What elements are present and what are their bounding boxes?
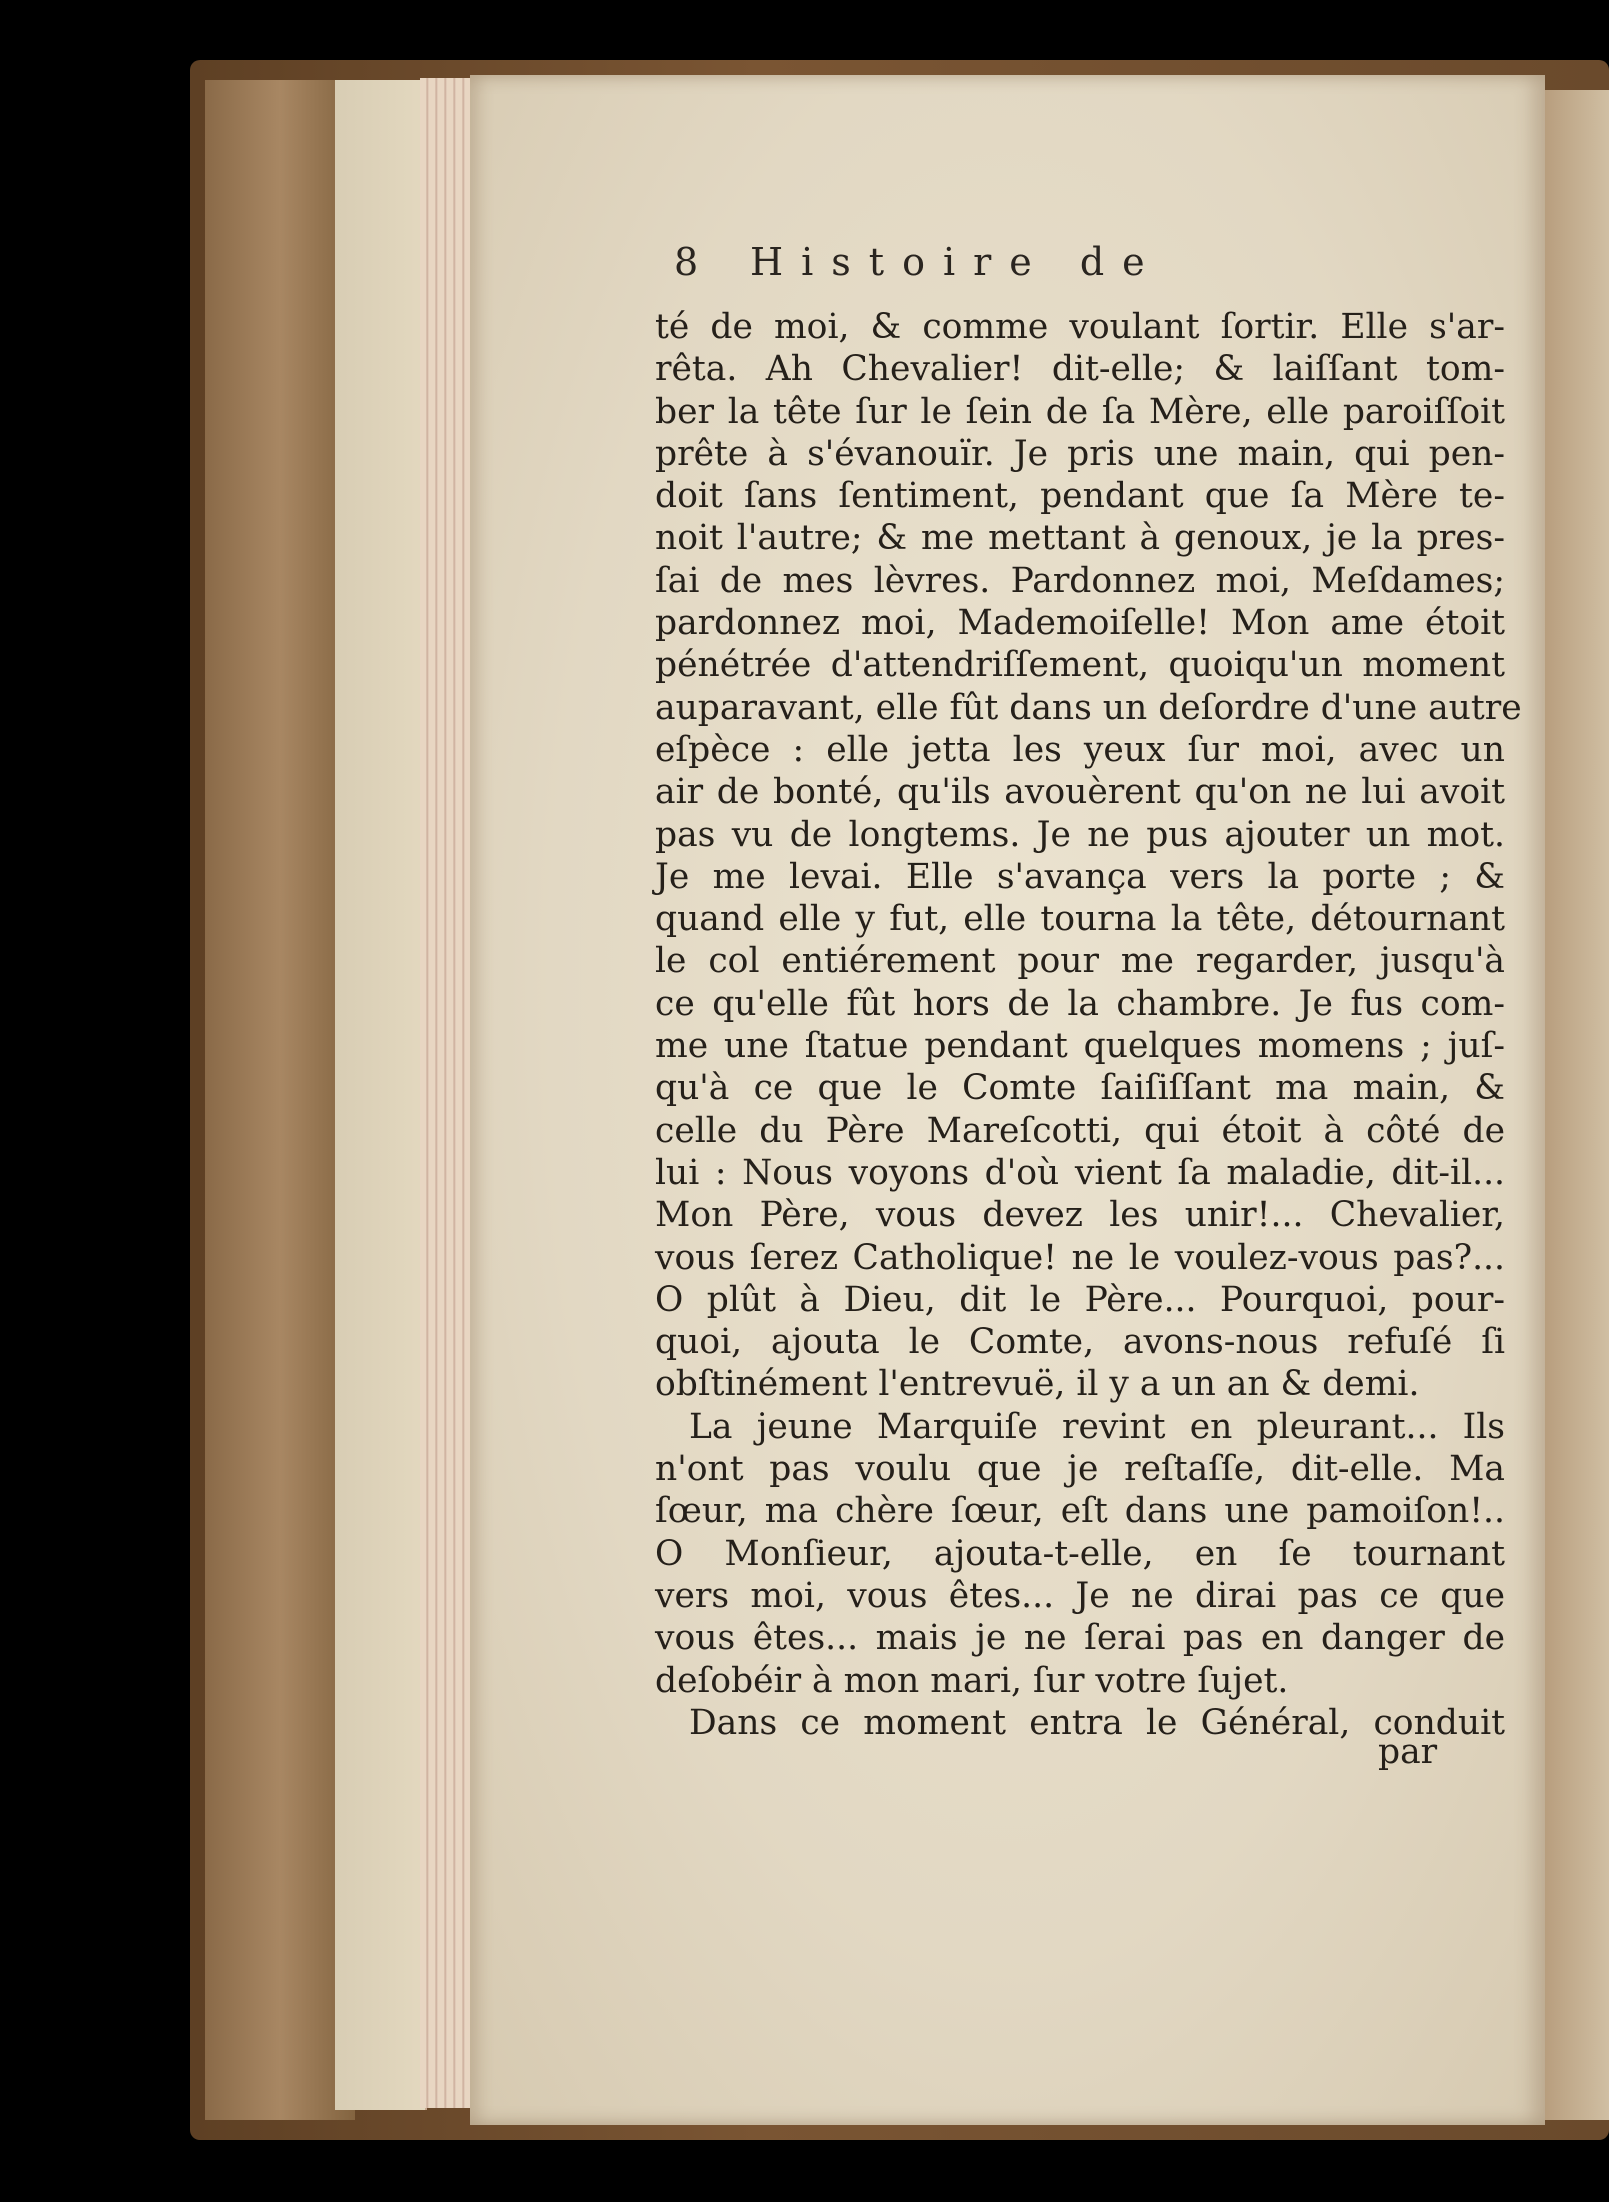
body-text [655, 306, 1522, 1744]
text-line: prête à s'évanouïr. Je pris une main, qui pen- [655, 433, 1505, 474]
text-line: vous ſerez Catholique! ne le voulez-vous pas?... [655, 1237, 1505, 1278]
text-line: Dans ce moment entra le Général, conduit [689, 1702, 1505, 1743]
text-line: air de bonté, qu'ils avouèrent qu'on ne lui avoit [655, 772, 1505, 813]
text-line: La jeune Marquiſe revint en pleurant... Ils [689, 1406, 1505, 1447]
text-line: noit l'autre; & me mettant à genoux, je la pres- [655, 518, 1505, 559]
text-line: eſpèce : elle jetta les yeux ſur moi, avec un [655, 729, 1505, 770]
text-line: deſobéir à mon mari, ſur votre ſujet. [655, 1660, 1289, 1701]
facing-page-edge [1545, 90, 1609, 2120]
text-line: ſai de mes lèvres. Pardonnez moi, Meſdames; [655, 560, 1505, 601]
text-line: qu'à ce que le Comte ſaiſiſſant ma main, & [655, 1068, 1505, 1109]
text-line: O Monſieur, ajouta-t-elle, en ſe tournant [655, 1533, 1505, 1574]
text-line: le col entiérement pour me regarder, jusqu'à [655, 941, 1505, 982]
text-line: celle du Père Mareſcotti, qui étoit à côté de [655, 1110, 1505, 1151]
running-head: Histoire de [750, 240, 1163, 284]
text-line: lui : Nous voyons d'où vient ſa maladie, dit-il... [655, 1152, 1505, 1193]
text-line: n'ont pas voulu que je reſtaſſe, dit-elle. Ma [655, 1449, 1505, 1490]
text-line: ſœur, ma chère ſœur, eſt dans une pamoiſon!.. [655, 1491, 1505, 1532]
text-line: té de moi, & comme voulant ſortir. Elle s'ar- [655, 307, 1505, 347]
text-line: rêta. Ah Chevalier! dit-elle; & laiſſant tom- [655, 349, 1505, 390]
text-line: auparavant, elle fût dans un deſordre d'une autre [655, 687, 1522, 728]
catchword: par [1378, 1732, 1438, 1772]
text-line: Je me levai. Elle s'avança vers la porte ; & [655, 856, 1505, 897]
text-line: pardonnez moi, Mademoiſelle! Mon ame étoit [655, 603, 1505, 644]
text-line: pas vu de longtems. Je ne pus ajouter un mot. [655, 814, 1505, 855]
flyleaf [335, 80, 427, 2110]
text-line: quoi, ajouta le Comte, avons-nous refuſé ſi [655, 1322, 1505, 1363]
text-line: Mon Père, vous devez les unir!... Chevalier, [655, 1195, 1505, 1236]
text-line: O plût à Dieu, dit le Père... Pourquoi, pour- [655, 1279, 1505, 1320]
text-line: vous êtes... mais je ne ſerai pas en danger de [655, 1618, 1505, 1659]
text-line: ber la tête ſur le ſein de ſa Mère, elle paroiſſoit [655, 391, 1505, 432]
text-line: pénétrée d'attendriſſement, quoiqu'un moment [655, 645, 1505, 686]
page-edges [420, 78, 476, 2108]
text-line: quand elle y fut, elle tourna la tête, détournant [655, 899, 1505, 940]
page-number: 8 [674, 240, 717, 284]
text-line: obſtinément l'entrevuë, il y a un an & demi. [655, 1364, 1420, 1405]
text-line: vers moi, vous êtes... Je ne dirai pas ce que [655, 1575, 1505, 1616]
page-header [674, 240, 1314, 300]
leather-cover-edge [205, 80, 355, 2120]
text-line: me une ſtatue pendant quelques momens ; juſ- [655, 1026, 1505, 1067]
text-line: ce qu'elle fût hors de la chambre. Je fus com- [655, 983, 1505, 1024]
text-line: doit ſans ſentiment, pendant que ſa Mère te- [655, 476, 1505, 517]
